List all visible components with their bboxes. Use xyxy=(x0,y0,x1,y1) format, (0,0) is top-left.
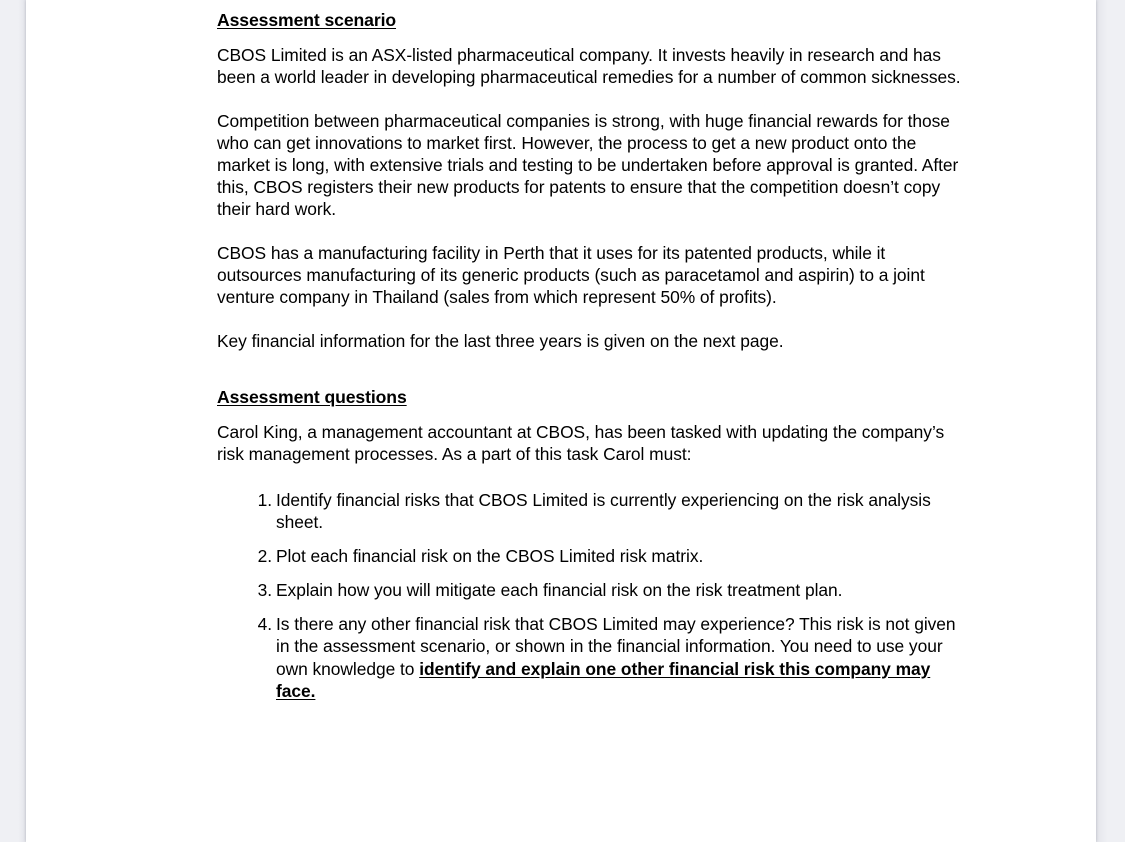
list-item xyxy=(217,489,957,533)
list-item-emphasis: identify and explain one other financial risk this company may face. xyxy=(276,658,931,701)
canvas-left-margin xyxy=(0,0,26,842)
scenario-paragraph-1: CBOS Limited is an ASX-listed pharmaceutical company. It invests heavily in research and has been a world leader in developing pharmaceutical remedies for a number of common sicknesses. xyxy=(217,45,961,88)
list-item-number: 3. xyxy=(257,580,272,601)
assessment-questions-list xyxy=(217,489,957,702)
scenario-paragraph-2: Competition between pharmaceutical companies is strong, with huge financial rewards for those who can get innovations to market first. However, the process to get a new product onto the market is long, with extensive trials and testing to be undertaken before approval is granted. After this, CBOS registers their new products for patents to ensure that the competition doesn’t copy their hard work. xyxy=(217,111,964,220)
list-item-number: 4. xyxy=(257,614,272,635)
list-item-text: Explain how you will mitigate each financial risk on the risk treatment plan. xyxy=(276,580,843,601)
scenario-paragraph-4: Key financial information for the last three years is given on the next page. xyxy=(217,331,784,351)
canvas-right-margin xyxy=(1096,0,1125,842)
list-item-number: 2. xyxy=(257,546,272,567)
assessment-scenario-heading: Assessment scenario xyxy=(217,10,397,30)
document-page xyxy=(26,0,1096,842)
questions-intro-paragraph: Carol King, a management accountant at CBOS, has been tasked with updating the company’s risk management processes. As a part of this task Carol must: xyxy=(217,422,949,465)
list-item xyxy=(217,613,957,701)
list-item xyxy=(217,545,957,567)
list-item-text: Is there any other financial risk that CBOS Limited may experience? This risk is not given in the assessment scenario, or shown in the financial information. You need to use your own knowledge to xyxy=(276,614,956,679)
list-item-text: Identify financial risks that CBOS Limited is currently experiencing on the risk analysis sheet. xyxy=(276,490,931,533)
list-item-number: 1. xyxy=(257,490,272,510)
assessment-questions-heading: Assessment questions xyxy=(217,387,407,407)
list-item xyxy=(217,579,957,601)
scenario-paragraph-3: CBOS has a manufacturing facility in Perth that it uses for its patented products, while it outsources manufacturing of its generic products (such as paracetamol and aspirin) to a joint venture company in Thailand (sales from which represent 50% of profits). xyxy=(217,243,930,308)
list-item-text: Plot each financial risk on the CBOS Limited risk matrix. xyxy=(276,546,704,567)
